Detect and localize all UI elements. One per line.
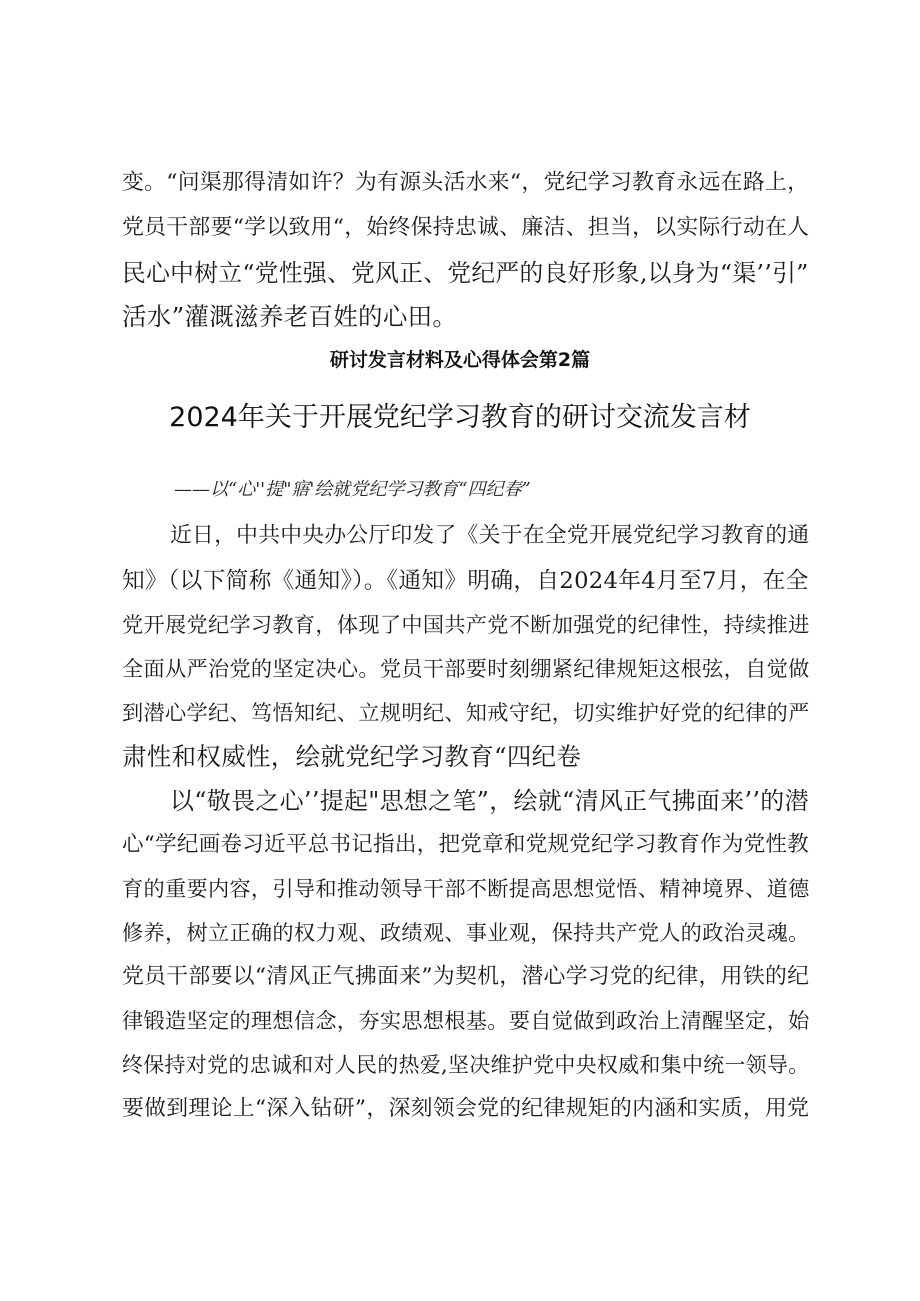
body-text-line: 心“学纪画卷习近平总书记指出，把党章和党规党纪学习教育作为党性教 <box>122 832 810 857</box>
body-text-line: 民心中树立“党性强、党风正、党纪严的良好形象,以身为“渠’’引” <box>122 259 809 287</box>
body-text-line: 修养，树立正确的权力观、政绩观、事业观，保持共产党人的政治灵魂。 <box>122 920 810 945</box>
body-text-line: 党员干部要以“清风正气拂面来”为契机，潜心学习党的纪律，用铁的纪 <box>122 964 810 989</box>
body-text-line: 律锻造坚定的理想信念，夯实思想根基。要自觉做到政治上清醒坚定，始 <box>122 1008 810 1033</box>
section-heading: 研讨发言材料及心得体会第2篇 <box>329 349 591 371</box>
document-title: 2024年关于开展党纪学习教育的研讨交流发言材 <box>169 402 751 433</box>
body-text-line: 育的重要内容，引导和推动领导干部不断提高思想觉悟、精神境界、道德 <box>122 876 810 901</box>
body-text-line: 知》（以下简称《通知》）。《通知》明确，自2024年4月至7月，在全 <box>122 568 809 594</box>
body-text-line: 肃性和权威性，绘就党纪学习教育“四纪卷 <box>122 742 582 771</box>
body-text-line: 党员干部要“学以致用“，始终保持忠诚、廉洁、担当，以实际行动在人 <box>122 215 810 240</box>
body-text-line: 要做到理论上“深入钻研”，深刻领会党的纪律规矩的内涵和实质，用党 <box>122 1096 810 1121</box>
body-text-line: 到潜心学纪、笃悟知纪、立规明纪、知戒守纪，切实维护好党的纪律的严 <box>122 700 810 725</box>
body-text-line: 活水”灌溉滋养老百姓的心田。 <box>122 302 458 331</box>
document-subtitle: ——以“心''提"寤'绘就党纪学习教育“四纪春” <box>174 479 531 500</box>
body-text-line: 终保持对党的忠诚和对人民的热爱,坚决维护党中央权威和集中统一领导。 <box>122 1053 810 1077</box>
body-text-line: 党开展党纪学习教育，体现了中国共产党不断加强党的纪律性，持续推进 <box>122 612 810 637</box>
body-text-line: 变。“问渠那得清如许？为有源头活水来“，党纪学习教育永远在路上， <box>122 170 810 195</box>
body-text-line: 以“敬畏之心’’提起"思想之笔”，绘就“清风正气拂面来’’的潜 <box>170 787 809 815</box>
body-text-line: 全面从严治党的坚定决心。党员干部要时刻绷紧纪律规矩这根弦，自觉做 <box>122 656 810 681</box>
body-text-line: 近日，中共中央办公厅印发了《关于在全党开展党纪学习教育的通 <box>170 523 810 548</box>
